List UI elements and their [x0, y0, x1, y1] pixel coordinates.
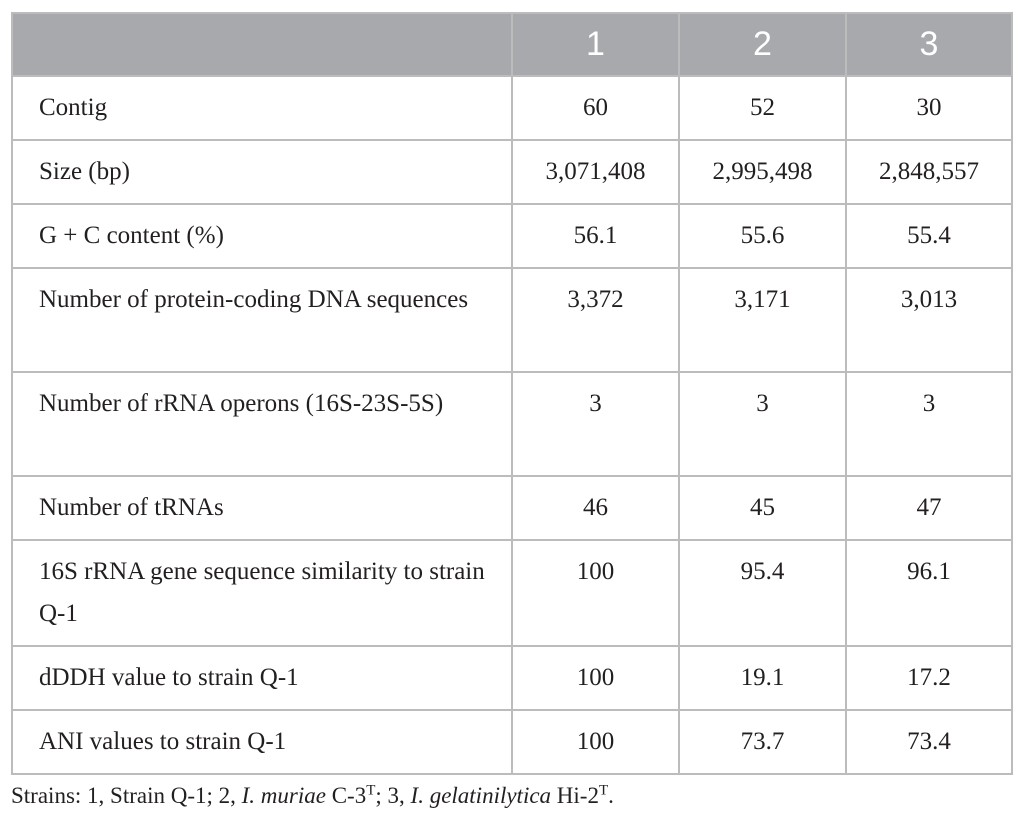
cell-strain-3: 17.2 [846, 646, 1012, 710]
cell-strain-1: 60 [512, 76, 679, 140]
footnote-end: . [608, 783, 614, 808]
header-row [12, 13, 1012, 76]
row-label: dDDH value to strain Q-1 [12, 646, 512, 710]
cell-strain-2: 2,995,498 [679, 140, 846, 204]
cell-strain-3: 55.4 [846, 204, 1012, 268]
cell-strain-3: 2,848,557 [846, 140, 1012, 204]
cell-strain-2: 3,171 [679, 268, 846, 372]
footnote-type-strain-mark-2: T [366, 782, 376, 799]
cell-strain-3: 3,013 [846, 268, 1012, 372]
cell-strain-1: 56.1 [512, 204, 679, 268]
cell-strain-2: 52 [679, 76, 846, 140]
header-corner-cell [12, 13, 512, 76]
table-footnote [11, 778, 614, 814]
cell-strain-1: 100 [512, 710, 679, 774]
cell-strain-1: 100 [512, 540, 679, 646]
footnote-species-3: I. gelatinilytica [410, 783, 552, 808]
row-label: Number of tRNAs [12, 476, 512, 540]
row-label: Number of protein-coding DNA sequences [12, 268, 512, 372]
cell-strain-1: 3,071,408 [512, 140, 679, 204]
table-row [12, 76, 1012, 140]
header-strain-1: 1 [512, 13, 679, 76]
header-strain-2: 2 [679, 13, 846, 76]
table-row [12, 476, 1012, 540]
row-label: Number of rRNA operons (16S-23S-5S) [12, 372, 512, 476]
header-strain-3: 3 [846, 13, 1012, 76]
cell-strain-1: 3 [512, 372, 679, 476]
cell-strain-2: 55.6 [679, 204, 846, 268]
cell-strain-3: 30 [846, 76, 1012, 140]
row-label: Size (bp) [12, 140, 512, 204]
footnote-strain-3: Hi-2 [551, 783, 599, 808]
footnote-species-2: I. muriae [241, 783, 326, 808]
cell-strain-1: 3,372 [512, 268, 679, 372]
row-label: Contig [12, 76, 512, 140]
cell-strain-2: 19.1 [679, 646, 846, 710]
row-label: 16S rRNA gene sequence similarity to strain Q-1 [12, 540, 512, 646]
table-row [12, 268, 1012, 372]
footnote-type-strain-mark-3: T [598, 782, 609, 799]
cell-strain-3: 96.1 [846, 540, 1012, 646]
cell-strain-2: 3 [679, 372, 846, 476]
table-row [12, 372, 1012, 476]
table-row [12, 710, 1012, 774]
row-label: ANI values to strain Q-1 [12, 710, 512, 774]
footnote-strain-2: C-3 [325, 783, 367, 808]
table-row [12, 140, 1012, 204]
footnote-prefix: Strains: 1, Strain Q-1; 2, [11, 783, 242, 808]
genome-comparison-table [11, 12, 1013, 775]
row-label: G + C content (%) [12, 204, 512, 268]
cell-strain-2: 45 [679, 476, 846, 540]
table-row [12, 646, 1012, 710]
table-row [12, 204, 1012, 268]
cell-strain-3: 73.4 [846, 710, 1012, 774]
cell-strain-2: 95.4 [679, 540, 846, 646]
cell-strain-1: 46 [512, 476, 679, 540]
cell-strain-1: 100 [512, 646, 679, 710]
table-row [12, 540, 1012, 646]
footnote-separator: ; 3, [375, 783, 411, 808]
cell-strain-3: 47 [846, 476, 1012, 540]
cell-strain-2: 73.7 [679, 710, 846, 774]
cell-strain-3: 3 [846, 372, 1012, 476]
